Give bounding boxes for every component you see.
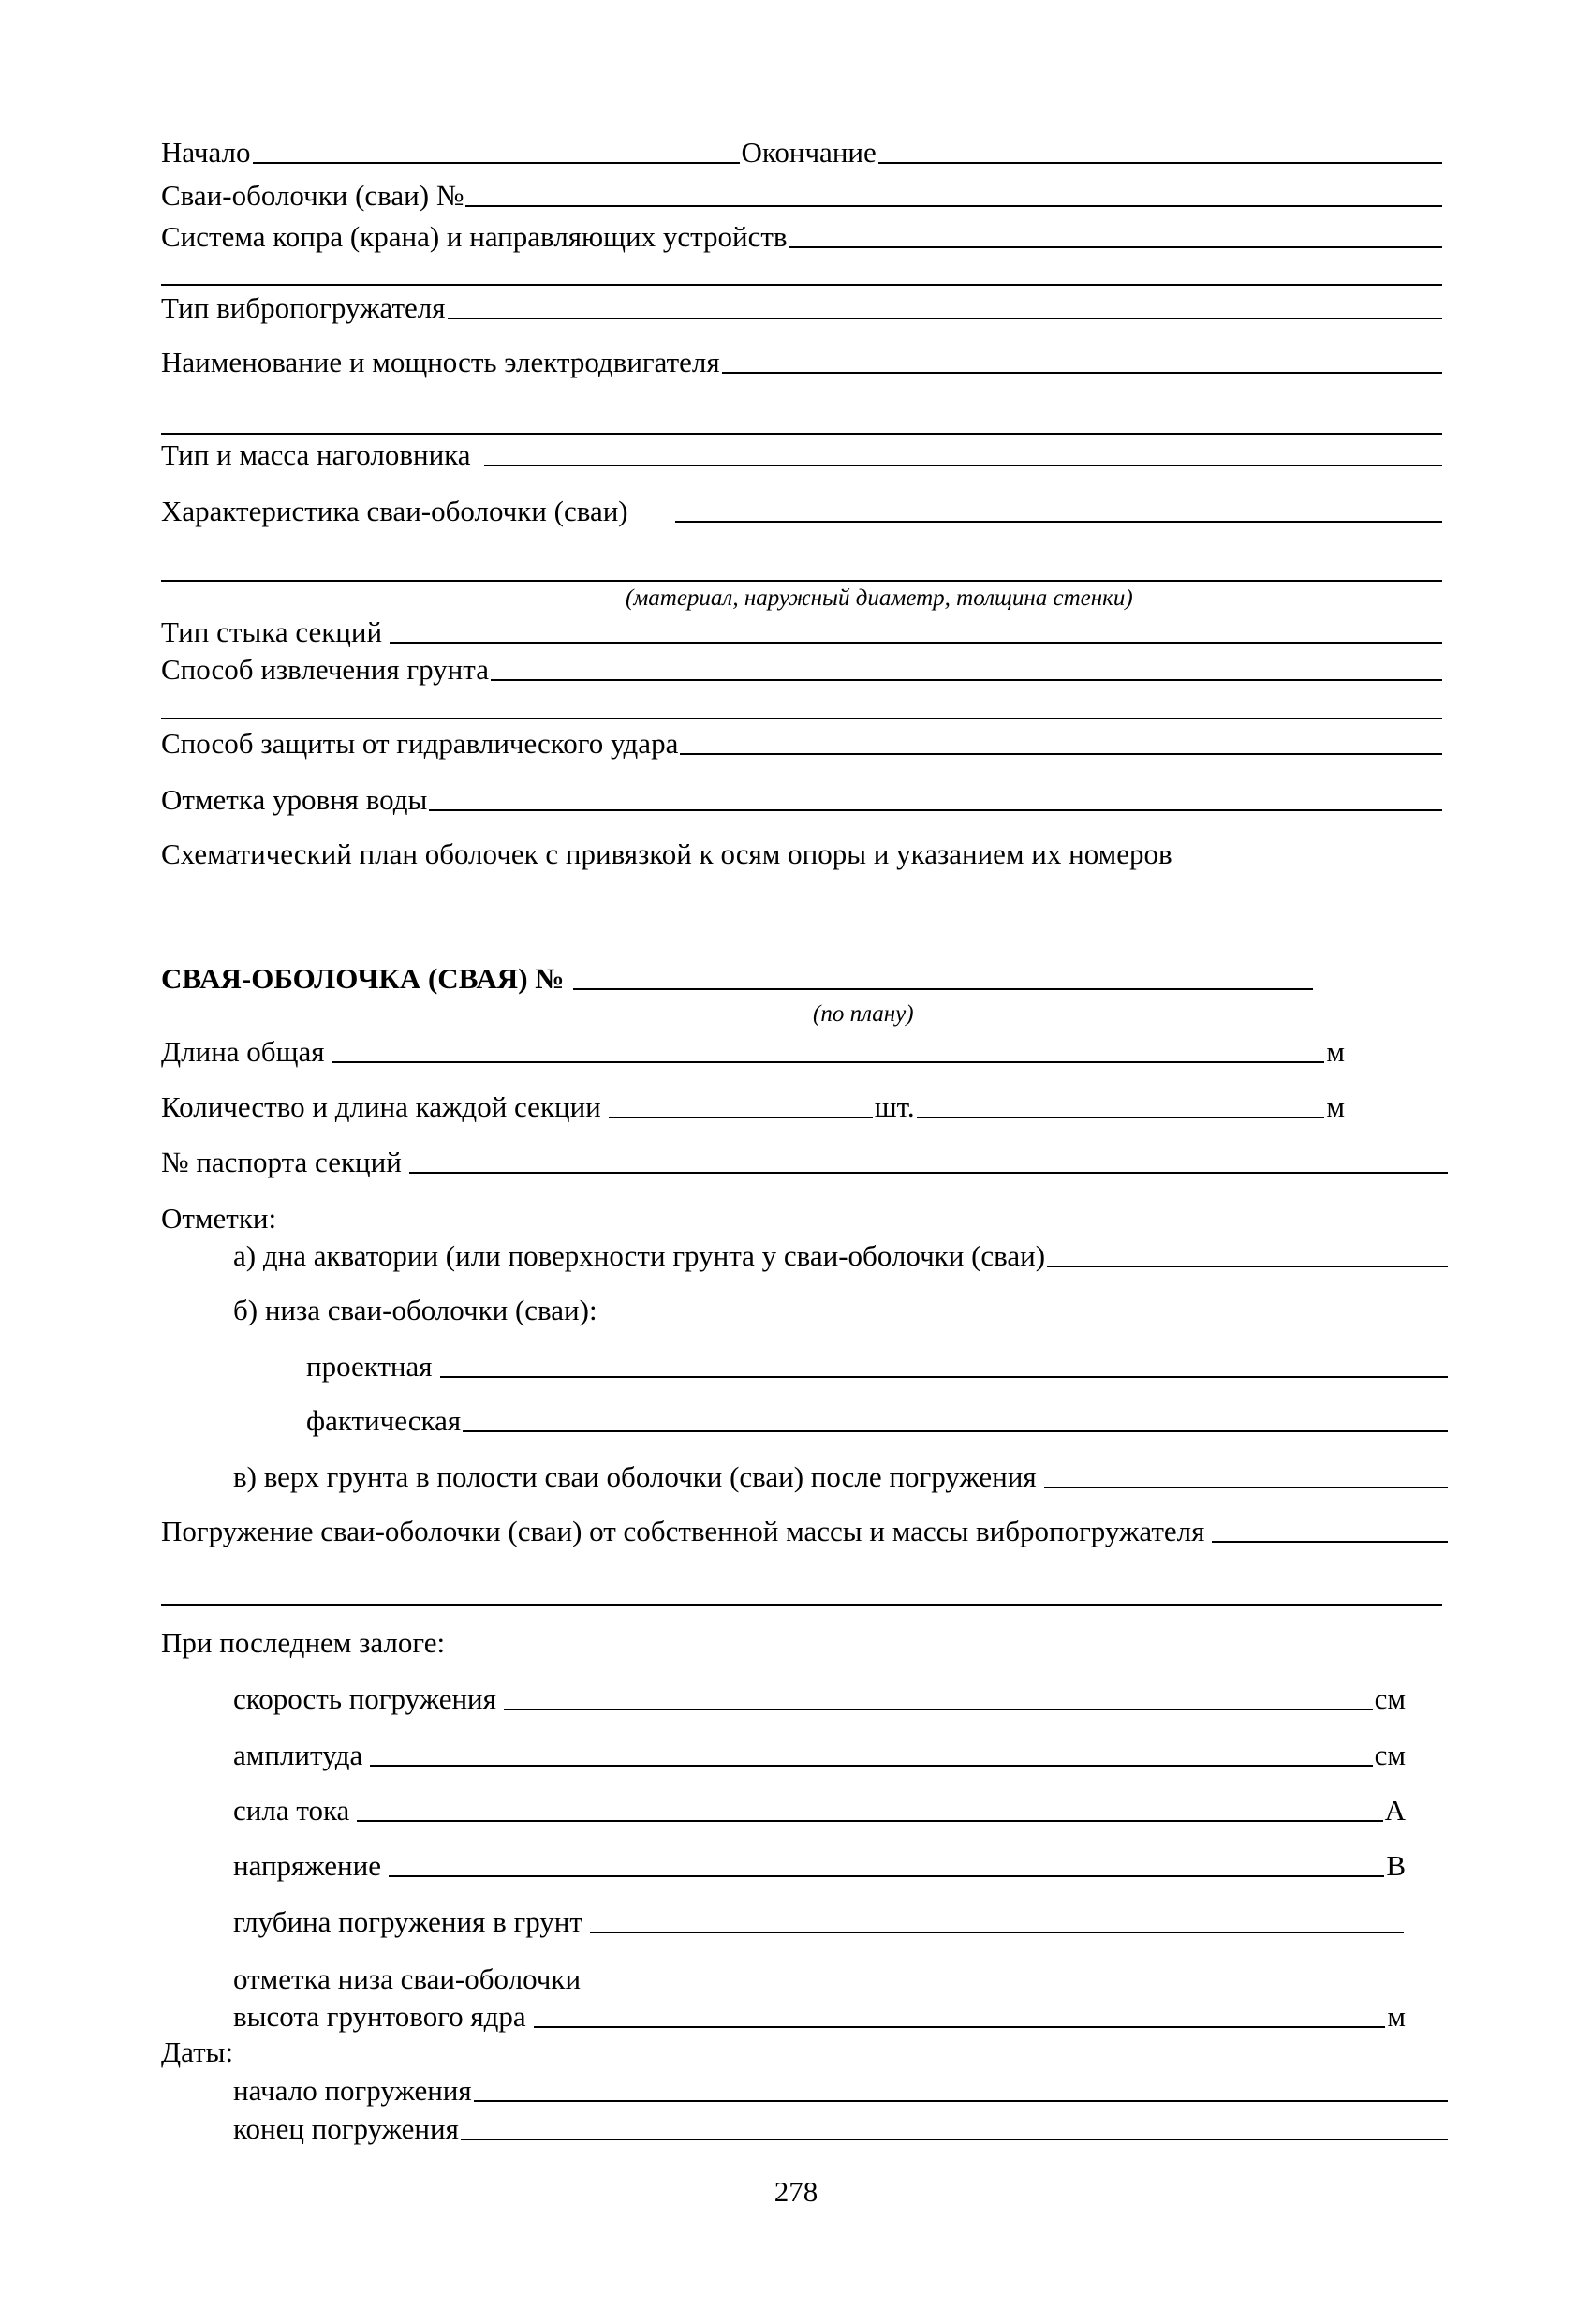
- water-level-field[interactable]: [429, 808, 1442, 811]
- actual-row: [306, 1403, 1450, 1439]
- dates-row: [161, 2035, 1450, 2070]
- begin-label: начало погружения: [233, 2074, 472, 2107]
- marks-row: [161, 1201, 1450, 1236]
- depth-field[interactable]: [590, 1931, 1404, 1933]
- amplitude-label: амплитуда: [233, 1739, 363, 1771]
- finish-field[interactable]: [461, 2138, 1448, 2140]
- core-height-unit: м: [1387, 2000, 1406, 2033]
- driver-system-row: [161, 219, 1444, 255]
- mark-a-field[interactable]: [1047, 1265, 1448, 1267]
- current-field[interactable]: [357, 1819, 1382, 1822]
- page-number: 278: [774, 2175, 818, 2208]
- passport-field[interactable]: [409, 1171, 1448, 1174]
- soil-removal-row: [161, 652, 1444, 688]
- current-label: сила тока: [233, 1794, 350, 1827]
- mark-a-row: [233, 1238, 1450, 1274]
- pile-no-field[interactable]: [465, 204, 1442, 207]
- sections-count-field[interactable]: [609, 1116, 873, 1118]
- driver-system-field[interactable]: [789, 245, 1442, 248]
- finish-row: [233, 2111, 1450, 2147]
- pile-no-label: Сваи-оболочки (сваи) №: [161, 179, 464, 212]
- cap-field[interactable]: [484, 464, 1442, 466]
- sections-length-unit: м: [1326, 1090, 1345, 1123]
- amplitude-unit: см: [1374, 1739, 1406, 1771]
- current-row: [233, 1793, 1406, 1828]
- bottom-mark-row: [233, 1961, 1406, 1997]
- design-label: проектная: [306, 1350, 433, 1383]
- motor-field[interactable]: [722, 371, 1442, 374]
- length-total-row: [161, 1034, 1345, 1070]
- schematic-plan-label: Схематический план оболочек с привязкой к осям опоры и указанием их номеров: [161, 837, 1172, 870]
- driver-system-extra-line[interactable]: [161, 284, 1442, 286]
- sections-row: [161, 1089, 1345, 1125]
- voltage-row: [233, 1848, 1406, 1884]
- hydraulic-protection-row: [161, 726, 1444, 762]
- marks-label: Отметки:: [161, 1202, 277, 1235]
- end-label: Окончание: [741, 136, 877, 169]
- mark-b-row: [233, 1293, 1450, 1328]
- actual-field[interactable]: [463, 1429, 1448, 1432]
- dates-title: Даты:: [161, 2035, 234, 2068]
- sections-length-field[interactable]: [917, 1116, 1325, 1118]
- hydraulic-protection-field[interactable]: [680, 752, 1442, 755]
- amplitude-row: [233, 1738, 1406, 1773]
- pile-characteristic-hint: (материал, наружный диаметр, толщина стенки): [626, 585, 1133, 611]
- joint-type-label: Тип стыка секций: [161, 615, 383, 648]
- depth-row: [233, 1904, 1406, 1940]
- mark-c-label: в) верх грунта в полости сваи оболочки (сваи) после погружения: [233, 1460, 1037, 1493]
- start-end-row: [161, 135, 1444, 170]
- self-weight-label: Погружение сваи-оболочки (сваи) от собственной массы и массы вибропогружателя: [161, 1515, 1205, 1547]
- vibrator-type-label: Тип вибропогружателя: [161, 291, 446, 324]
- mark-a-label: а) дна акватории (или поверхности грунта у сваи-оболочки (сваи): [233, 1239, 1046, 1272]
- self-weight-extra-line[interactable]: [161, 1604, 1442, 1606]
- soil-removal-extra-line[interactable]: [161, 718, 1442, 719]
- hydraulic-protection-label: Способ защиты от гидравлического удара: [161, 727, 679, 760]
- end-field[interactable]: [878, 161, 1442, 164]
- motor-extra-line[interactable]: [161, 433, 1442, 435]
- cap-row: [161, 437, 1444, 473]
- self-weight-field[interactable]: [1212, 1540, 1448, 1543]
- soil-removal-field[interactable]: [491, 678, 1442, 681]
- finish-label: конец погружения: [233, 2112, 459, 2145]
- start-label: Начало: [161, 136, 251, 169]
- pile-title: СВАЯ-ОБОЛОЧКА (СВАЯ) №: [161, 962, 565, 995]
- motor-label: Наименование и мощность электродвигателя: [161, 346, 720, 378]
- last-set-title: При последнем залоге:: [161, 1626, 446, 1659]
- water-level-row: [161, 782, 1444, 818]
- sections-pcs-unit: шт.: [874, 1090, 915, 1123]
- driver-system-label: Система копра (крана) и направляющих устройств: [161, 220, 788, 253]
- vibrator-type-row: [161, 290, 1444, 326]
- self-weight-row: [161, 1514, 1450, 1549]
- core-height-label: высота грунтового ядра: [233, 2000, 526, 2033]
- vibrator-type-field[interactable]: [448, 317, 1443, 319]
- passport-row: [161, 1145, 1450, 1180]
- mark-c-row: [233, 1459, 1450, 1495]
- motor-row: [161, 345, 1444, 380]
- speed-label: скорость погружения: [233, 1682, 496, 1715]
- soil-removal-label: Способ извлечения грунта: [161, 653, 489, 686]
- pile-number-field[interactable]: [573, 987, 1313, 990]
- length-total-field[interactable]: [332, 1060, 1324, 1063]
- sections-label: Количество и длина каждой секции: [161, 1090, 601, 1123]
- speed-row: [233, 1681, 1406, 1717]
- passport-label: № паспорта секций: [161, 1146, 402, 1178]
- last-set-row: [161, 1625, 1450, 1661]
- amplitude-field[interactable]: [370, 1764, 1372, 1767]
- length-total-unit: м: [1326, 1035, 1345, 1068]
- mark-c-field[interactable]: [1044, 1486, 1448, 1488]
- current-unit: А: [1384, 1794, 1406, 1827]
- joint-type-field[interactable]: [390, 641, 1442, 644]
- design-field[interactable]: [440, 1375, 1448, 1378]
- joint-type-row: [161, 614, 1444, 650]
- pile-characteristic-row: [161, 494, 1444, 529]
- bottom-mark-label: отметка низа сваи-оболочки: [233, 1962, 582, 1995]
- water-level-label: Отметка уровня воды: [161, 783, 428, 816]
- pile-characteristic-label: Характеристика сваи-оболочки (сваи): [161, 495, 628, 527]
- begin-field[interactable]: [474, 2099, 1448, 2102]
- speed-field[interactable]: [504, 1708, 1373, 1710]
- core-height-row: [233, 1999, 1406, 2035]
- begin-row: [233, 2073, 1450, 2109]
- core-height-field[interactable]: [534, 2025, 1386, 2028]
- actual-label: фактическая: [306, 1404, 462, 1437]
- design-row: [306, 1349, 1450, 1384]
- schematic-plan-row: [161, 836, 1444, 872]
- voltage-field[interactable]: [389, 1874, 1384, 1877]
- speed-unit: см: [1374, 1682, 1406, 1715]
- mark-b-label: б) низа сваи-оболочки (сваи):: [233, 1294, 597, 1326]
- pile-title-hint: (по плану): [813, 1001, 914, 1027]
- depth-label: глубина погружения в грунт: [233, 1905, 582, 1938]
- pile-no-row: [161, 178, 1444, 214]
- cap-label: Тип и масса наголовника: [161, 438, 471, 471]
- voltage-unit: В: [1386, 1849, 1406, 1882]
- start-field[interactable]: [253, 161, 740, 164]
- voltage-label: напряжение: [233, 1849, 381, 1882]
- pile-characteristic-extra-line[interactable]: [161, 580, 1442, 582]
- pile-characteristic-field[interactable]: [675, 520, 1442, 523]
- length-total-label: Длина общая: [161, 1035, 325, 1068]
- pile-title-row: [161, 961, 1315, 997]
